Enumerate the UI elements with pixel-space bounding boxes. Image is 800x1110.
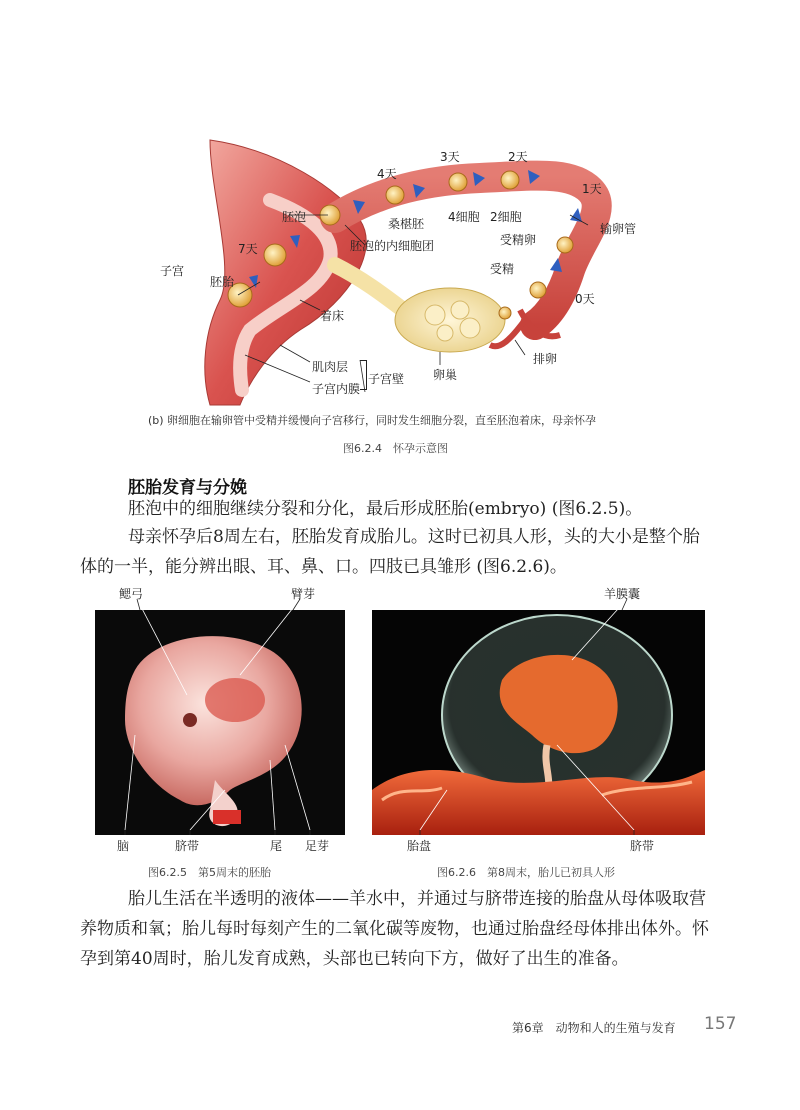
label-day3: 3天 [440,150,460,164]
label-fertilized-egg: 受精卵 [500,233,537,247]
label-implantation: 着床 [320,309,345,323]
paragraph-embryo: 胚泡中的细胞继续分裂和分化，最后形成胚胎(embryo) (图6.2.5)。 [128,499,643,519]
figure-6-2-4 [150,130,690,410]
section-heading: 胚胎发育与分娩 [128,478,247,498]
label-blastocyst: 胚泡 [282,210,307,224]
label-cell2: 2细胞 [490,210,522,224]
ovary [395,288,505,352]
label-fertilization: 受精 [490,262,515,276]
label-muscle-layer: 肌肉层 [312,360,349,374]
egg-day0 [499,307,511,319]
label-inner-cell-mass: 胚泡的内细胞团 [350,239,435,253]
figure-6-2-5 [95,585,350,875]
label-day1: 1天 [582,182,602,196]
label-foot-bud: 足芽 [305,839,330,853]
fig625-leaders [95,585,350,875]
figure-6-2-4-caption: 图6.2.4 怀孕示意图 [343,442,448,455]
paragraph-birth: 胎儿生活在半透明的液体——羊水中，并通过与脐带连接的胎盘从母体吸取营养物质和氧；胎儿每时每刻产生的二氧化碳等废物，也通过胎盘经母体排出体外。怀孕到第40周时，胎儿发育成熟，头部也已转向下方，做好了出生的准备。 [80,889,709,969]
paragraph-fetus: 母亲怀孕后8周左右，胚胎发育成胎儿。这时已初具人形，头的大小是整个胎体的一半，能分辨出眼、耳、鼻、口。四肢已具雏形 (图6.2.6)。 [80,527,700,577]
label-embryo: 胚胎 [210,275,235,289]
label-arm-bud: 臂芽 [291,587,316,601]
zygote [557,237,573,253]
label-fallopian-tube: 输卵管 [600,222,637,236]
fig626-leaders [372,585,707,875]
footer-chapter: 第6章 动物和人的生殖与发育 [512,1021,676,1035]
label-uterus: 子宫 [160,264,185,278]
label-day4: 4天 [377,167,397,181]
label-umbilical-cord-626: 脐带 [630,839,655,853]
label-gill-arch: 鳃弓 [119,587,144,601]
label-amniotic-sac: 羊膜囊 [604,587,641,601]
label-ovulation: 排卵 [533,352,558,366]
figure-6-2-4-subcaption: (b) 卵细胞在输卵管中受精并缓慢向子宫移行，同时发生细胞分裂，直至胚泡着床，母亲怀孕 [148,414,597,427]
label-endometrium: 子宫内膜 [312,382,361,396]
label-day7: 7天 [238,242,258,256]
page-number: 157 [704,1014,737,1034]
label-tail: 尾 [270,839,283,853]
figure-6-2-6 [372,585,707,875]
label-placenta: 胎盘 [407,839,432,853]
label-cell4: 4细胞 [448,210,480,224]
egg-fertilized [530,282,546,298]
brace-uterine-wall [360,360,367,390]
figure-6-2-5-caption: 图6.2.5 第5周末的胚胎 [148,866,271,879]
cell-2 [501,171,519,189]
label-morula: 桑椹胚 [388,217,425,231]
label-umbilical-cord-625: 脐带 [175,839,200,853]
label-ovary: 卵巢 [433,368,458,382]
label-brain: 脑 [117,839,130,853]
label-day0: 0天 [575,292,595,306]
blastocyst-day7 [264,244,286,266]
label-uterine-wall: 子宫壁 [368,372,405,386]
figure-6-2-6-caption: 图6.2.6 第8周末，胎儿已初具人形 [437,866,615,879]
label-day2: 2天 [508,150,528,164]
morula [386,186,404,204]
uterus-diagram [150,130,690,410]
cell-4 [449,173,467,191]
